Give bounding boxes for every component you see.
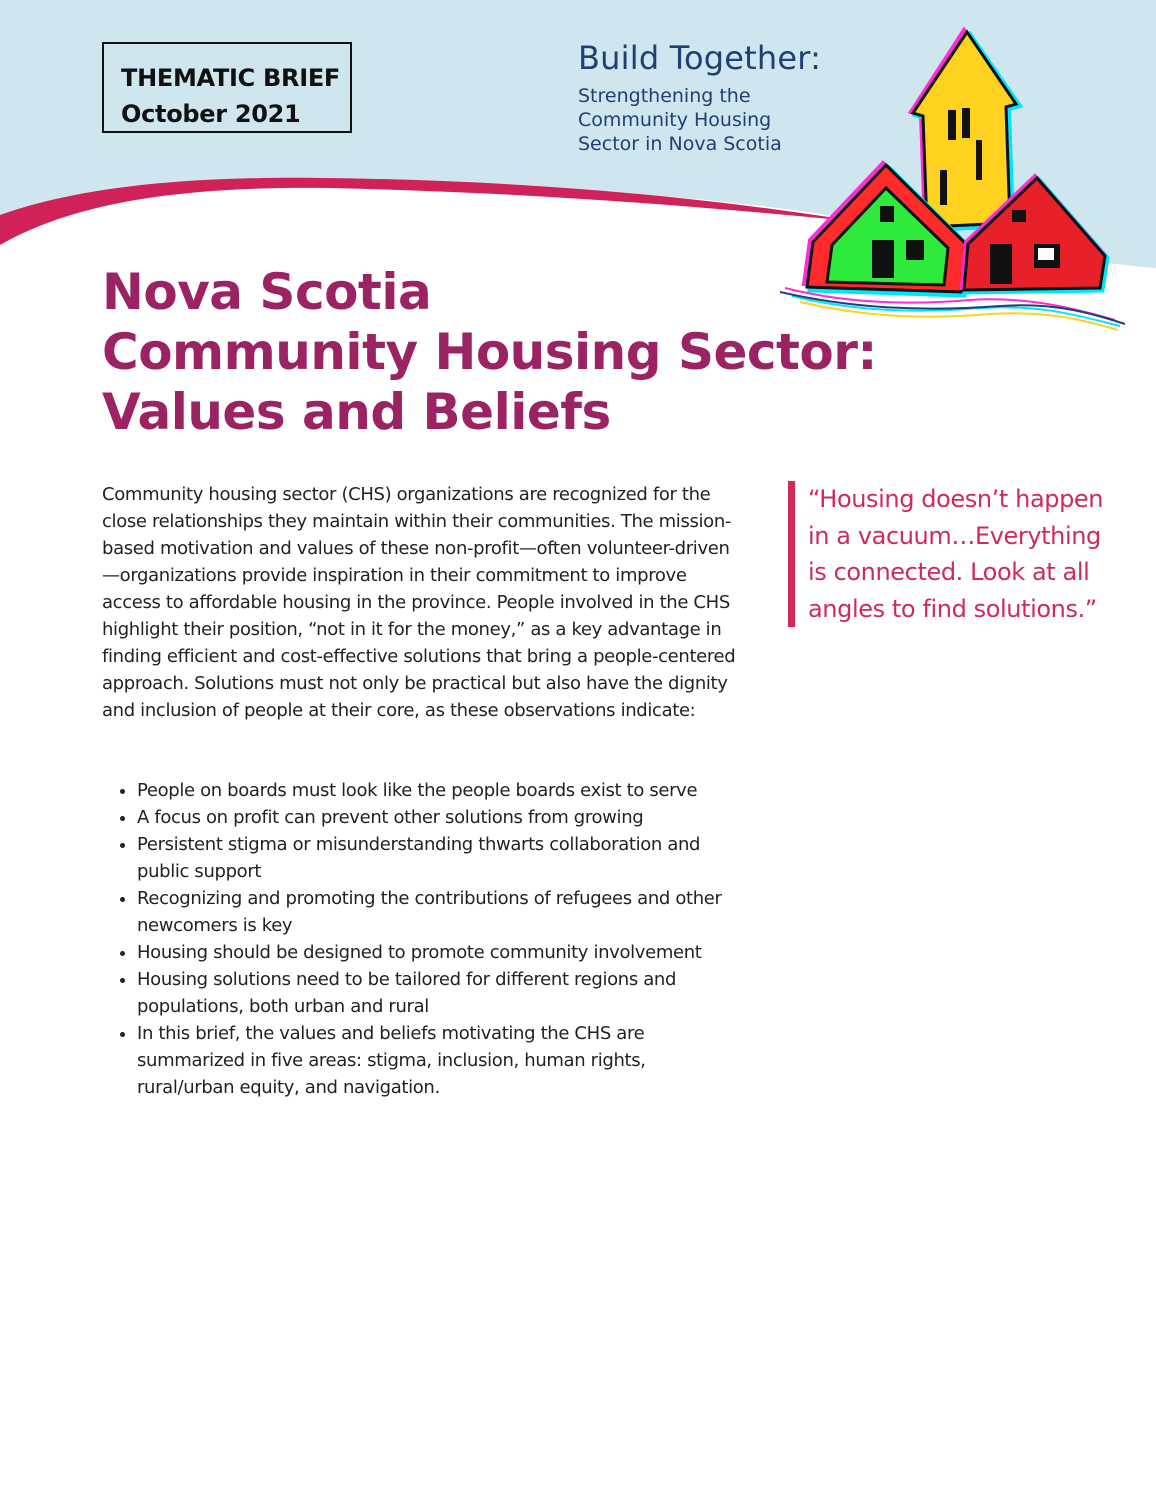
page-title: [102, 262, 877, 442]
list-item: • In this brief, the values and beliefs motivating the CHS are summarized in five areas: stigma, inclusion, human rights, rural/urban equity, and navigation.: [137, 1020, 742, 1101]
series-subtitle: Strengthening the Community Housing Sector in Nova Scotia: [578, 85, 782, 155]
list-item: • Housing should be designed to promote community involvement: [137, 939, 742, 966]
list-item: • Recognizing and promoting the contributions of refugees and other newcomers is key: [137, 885, 742, 939]
brief-date: October 2021: [121, 100, 301, 128]
title-line-2: Community Housing Sector:: [102, 323, 877, 381]
brief-type: THEMATIC BRIEF: [121, 64, 341, 92]
thematic-brief-label: [102, 42, 352, 133]
series-title: Build Together:: [578, 39, 822, 77]
list-item: • A focus on profit can prevent other solutions from growing: [137, 804, 742, 831]
list-item: • Housing solutions need to be tailored for different regions and populations, both urban and rural: [137, 966, 742, 1020]
list-item: • Persistent stigma or misunderstanding thwarts collaboration and public support: [137, 831, 742, 885]
list-item: • People on boards must look like the people boards exist to serve: [137, 777, 742, 804]
pull-quote: “Housing doesn’t happen in a vacuum…Everything is connected. Look at all angles to find solutions.”: [788, 481, 1118, 627]
tall-house: [911, 30, 1020, 230]
observations-list: [102, 777, 742, 1101]
title-line-1: Nova Scotia: [102, 263, 432, 321]
intro-paragraph: Community housing sector (CHS) organizations are recognized for the close relationships they maintain within their communities. The mission-based motivation and values of these non-profit—often volunteer-driven—organizations provide inspiration in their commitment to improve access to affordable housing in the province. People involved in the CHS highlight their position, “not in it for the money,” as a key advantage in finding efficient and cost-effective solutions that bring a people-centered approach. Solutions must not only be practical but also have the dignity and inclusion of people at their core, as these observations indicate:: [102, 484, 736, 721]
title-line-3: Values and Beliefs: [102, 383, 611, 441]
